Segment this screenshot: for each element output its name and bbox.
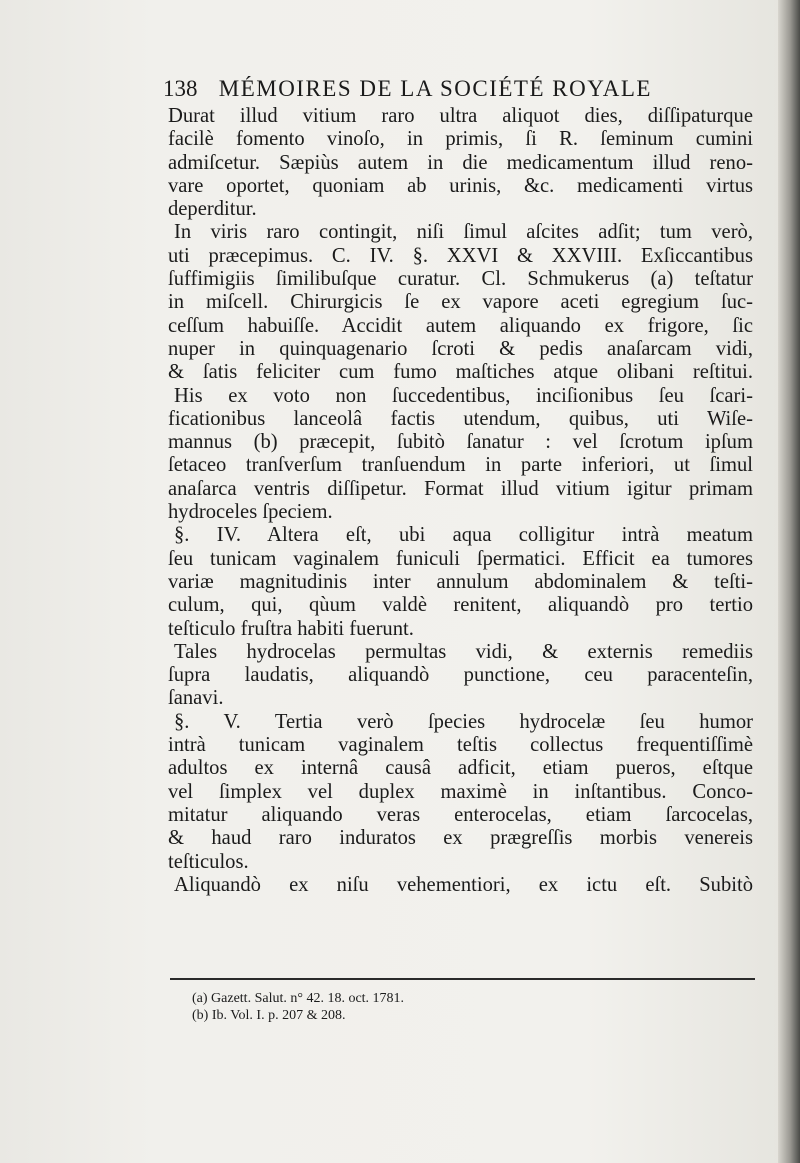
- text-line: adultos ex internâ causâ adficit, etiam pueros, eſtque: [168, 757, 753, 780]
- text-line: vare oportet, quoniam ab urinis, &c. medicamenti virtus: [168, 174, 753, 197]
- text-line: His ex voto non ſuccedentibus, inciſionibus ſeu ſcari-: [174, 384, 753, 407]
- text-line: admiſcetur. Sæpiùs autem in die medicamentum illud reno-: [168, 151, 753, 174]
- text-line: deperditur.: [168, 198, 257, 221]
- text-line: nuper in quinquagenario ſcroti & pedis anaſarcam vidi,: [168, 337, 753, 360]
- text-line: In viris raro contingit, niſi ſimul aſcites adſit; tum verò,: [174, 221, 753, 244]
- text-line: ſuffimigiis ſimilibuſque curatur. Cl. Schmukerus (a) teſtatur: [168, 268, 753, 291]
- text-line: & ſatis feliciter cum fumo maſtiches atque olibani reſtitui.: [168, 361, 753, 384]
- text-line: §. V. Tertia verò ſpecies hydrocelæ ſeu humor: [174, 710, 753, 733]
- text-line: anaſarca ventris diſſipetur. Format illud vitium igitur primam: [168, 477, 753, 500]
- text-line: in miſcell. Chirurgicis ſe ex vapore aceti egregium ſuc-: [168, 291, 753, 314]
- text-line: facilè fomento vinoſo, in primis, ſi R. ſeminum cumini: [168, 128, 753, 151]
- text-line: variæ magnitudinis inter annulum abdominalem & teſti-: [168, 570, 753, 593]
- text-line: teſticulos.: [168, 850, 249, 873]
- text-line: ficationibus lanceolâ factis utendum, quibus, uti Wiſe-: [168, 407, 753, 430]
- running-title: MÉMOIRES DE LA SOCIÉTÉ ROYALE: [218, 76, 652, 101]
- text-line: Durat illud vitium raro ultra aliquot dies, diſſipaturque: [168, 105, 753, 127]
- footnote-a: (a) Gazett. Salut. n° 42. 18. oct. 1781.: [192, 991, 405, 1006]
- text-line: ſeu tunicam vaginalem funiculi ſpermatici. Efficit ea tumores: [168, 547, 753, 570]
- text-line: ſetaceo tranſverſum tranſuendum in parte inferiori, ut ſimul: [168, 454, 753, 477]
- text-line: Aliquandò ex niſu vehementiori, ex ictu eſt. Subitò: [174, 873, 753, 896]
- text-line: & haud raro induratos ex prægreſſis morbis venereis: [168, 827, 753, 850]
- text-line: mannus (b) præcepit, ſubitò ſanatur : vel ſcrotum ipſum: [168, 431, 753, 454]
- footnote-rule: [170, 978, 755, 980]
- body-text: [168, 105, 753, 897]
- running-header: [163, 76, 708, 102]
- text-line: ſanavi.: [168, 687, 224, 710]
- text-line: intrà tunicam vaginalem teſtis collectus frequentiſſimè: [168, 734, 753, 757]
- text-line: uti præcepimus. C. IV. §. XXVI & XXVIII. Exſiccantibus: [168, 244, 753, 267]
- page-edge-shadow: [778, 0, 800, 1163]
- text-line: mitatur aliquando veras enterocelas, etiam ſarcocelas,: [168, 803, 753, 826]
- text-line: hydroceles ſpeciem.: [168, 501, 333, 524]
- text-line: teſticulo fruſtra habiti fuerunt.: [168, 617, 414, 640]
- text-line: ſupra laudatis, aliquandò punctione, ceu paracenteſin,: [168, 664, 753, 687]
- text-line: §. IV. Altera eſt, ubi aqua colligitur intrà meatum: [174, 524, 753, 547]
- text-line: Tales hydrocelas permultas vidi, & externis remediis: [174, 640, 753, 663]
- footnote-b: (b) Ib. Vol. I. p. 207 & 208.: [192, 1008, 346, 1023]
- page-number: 138: [163, 76, 198, 101]
- footnotes: [192, 990, 592, 1024]
- text-line: culum, qui, qùum valdè renitent, aliquandò pro tertio: [168, 594, 753, 617]
- text-line: vel ſimplex vel duplex maximè in inſtantibus. Conco-: [168, 780, 753, 803]
- text-line: ceſſum habuiſſe. Accidit autem aliquando ex frigore, ſic: [168, 314, 753, 337]
